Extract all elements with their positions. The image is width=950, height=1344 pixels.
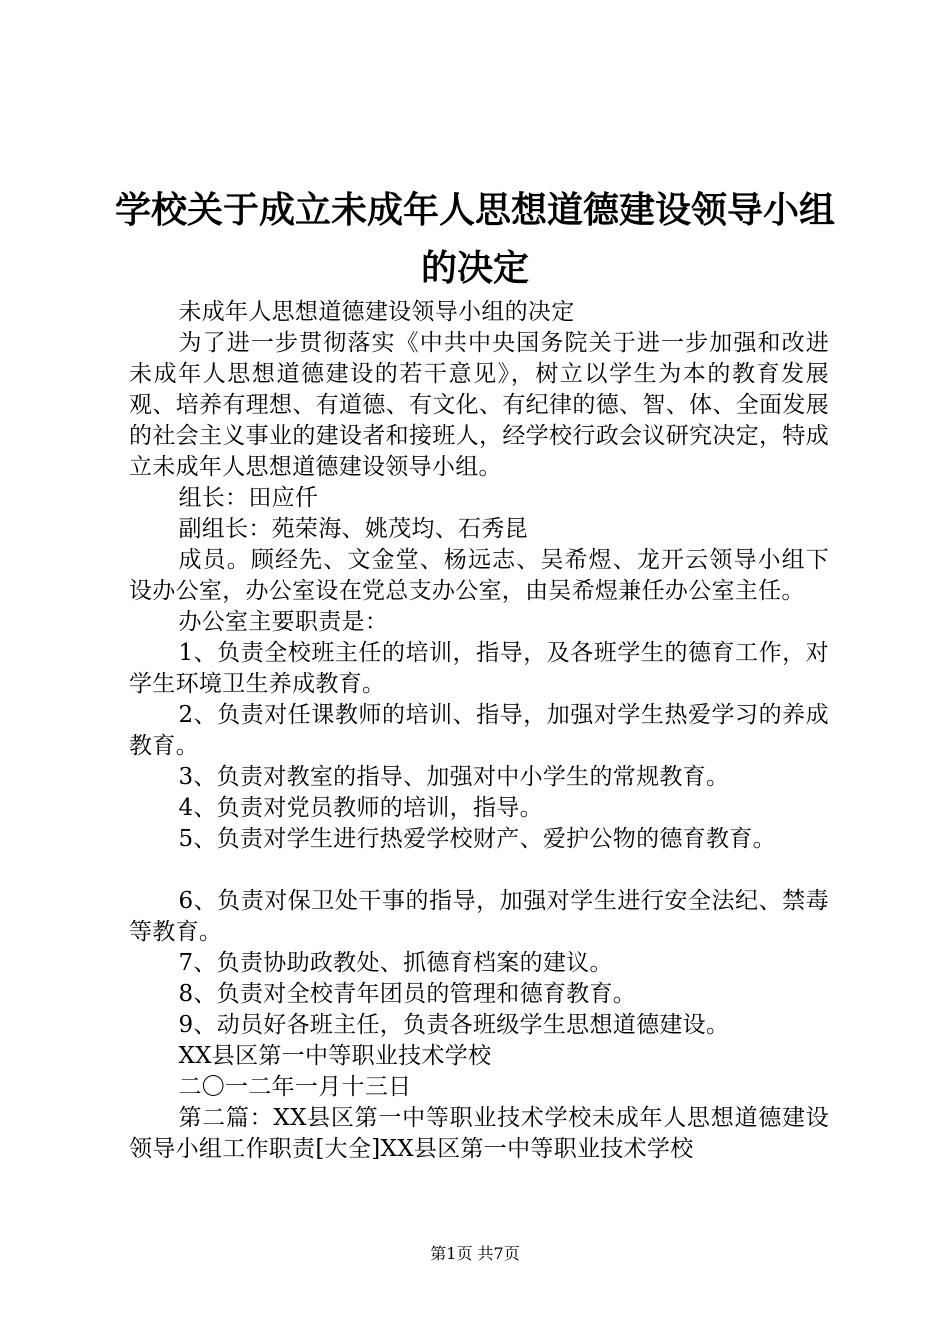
paragraph-second-article: 第二篇：XX县区第一中等职业技术学校未成年人思想道德建设领导小组工作职责[大全]XX县区第一中等职业技术学校 [129, 1105, 829, 1162]
paragraph-leader: 组长：田应仟 [178, 485, 319, 511]
paragraph-intro: 为了进一步贯彻落实《中共中央国务院关于进一步加强和改进未成年人思想道德建设的若干意见》，树立以学生为本的教育发展观、培养有理想、有道德、有文化、有纪律的德、智、体、全面发展的社会主义事业的建设者和接班人，经学校行政会议研究决定，特成立未成年人思想道德建设领导小组。 [129, 330, 829, 480]
paragraph-duties-heading: 办公室主要职责是： [178, 609, 389, 635]
document-title-line-1: 学校关于成立未成年人思想道德建设领导小组 [114, 189, 835, 231]
paragraph-duty-4: 4、负责对党员教师的培训，指导。 [178, 795, 543, 821]
paragraph-duty-3: 3、负责对教室的指导、加强对中小学生的常规教育。 [178, 764, 730, 790]
paragraph-school-name: XX县区第一中等职业技术学校 [178, 1043, 492, 1069]
document-body [129, 297, 829, 1165]
paragraph-members: 成员。顾经先、文金堂、杨远志、吴希煜、龙开云领导小组下设办公室，办公室设在党总支办公室，由吴希煜兼任办公室主任。 [129, 547, 829, 604]
paragraph-duty-1: 1、负责全校班主任的培训，指导，及各班学生的德育工作，对学生环境卫生养成教育。 [129, 640, 829, 697]
paragraph-duty-5: 5、负责对学生进行热爱学校财产、爱护公物的德育教育。 [178, 826, 776, 852]
document-title-line-2: 的决定 [420, 247, 529, 289]
paragraph-duty-6: 6、负责对保卫处干事的指导，加强对学生进行安全法纪、禁毒等教育。 [129, 888, 829, 945]
paragraph-date: 二〇一二年一月十三日 [178, 1074, 412, 1100]
paragraph-duty-8: 8、负责对全校青年团员的管理和德育教育。 [178, 981, 637, 1007]
paragraph-duty-7: 7、负责协助政教处、抓德育档案的建议。 [178, 950, 613, 976]
paragraph-duty-9: 9、动员好各班主任，负责各班级学生思想道德建设。 [178, 1012, 730, 1038]
page-indicator: 第1页 共7页 [430, 1244, 520, 1263]
paragraph-duty-2: 2、负责对任课教师的培训、指导，加强对学生热爱学习的养成教育。 [129, 702, 829, 759]
paragraph-deputy-leaders: 副组长：苑荣海、姚茂均、石秀昆 [178, 516, 528, 542]
paragraph-subtitle: 未成年人思想道德建设领导小组的决定 [178, 299, 575, 325]
